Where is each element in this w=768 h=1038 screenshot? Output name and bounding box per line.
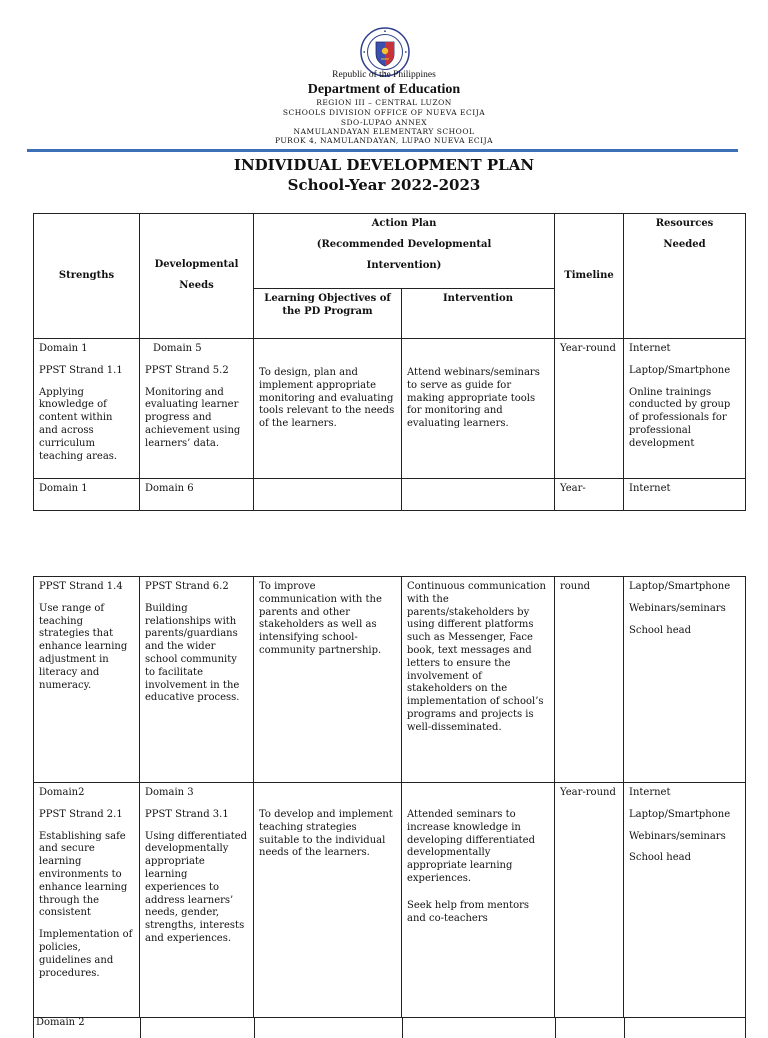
header-resources-needed: Resources Needed (624, 214, 746, 339)
resources-cell: Internet (624, 479, 746, 511)
objective-cell: To design, plan and implement appropriate monitoring and evaluating tools relevant to the needs of the learners. (254, 339, 402, 479)
column-divider (254, 1018, 255, 1038)
need-cell: Domain 6 (140, 479, 254, 511)
region-line: REGION III – CENTRAL LUZON (316, 98, 452, 107)
intervention-cell: Attended seminars to increase knowledge in developing differentiated developmentally appropriate learning experiences. Seek help from mentors and co-teachers (402, 783, 555, 1018)
header-timeline: Timeline (555, 214, 624, 339)
header-intervention: Intervention (402, 289, 555, 339)
timeline-cell: Year-round (555, 783, 624, 1018)
timeline-cell: round (555, 577, 624, 783)
column-divider (402, 1018, 403, 1038)
header-learning-objectives: Learning Objectives of the PD Program (254, 289, 402, 339)
school-year: School-Year 2022-2023 (287, 176, 481, 194)
address-line: PUROK 4, NAMULANDAYAN, LUPAO NUEVA ECIJA (274, 136, 494, 145)
header-row (34, 214, 746, 289)
strength-cell: Domain 2 (36, 1017, 85, 1028)
intervention-cell (402, 479, 555, 511)
objective-cell (254, 479, 402, 511)
objective-cell: To develop and implement teaching strategies suitable to the individual needs of the learners. (254, 783, 402, 1018)
timeline-cell: Year- (555, 479, 624, 511)
strength-cell: PPST Strand 1.4 Use range of teaching strategies that enhance learning adjustment in literacy and numeracy. (34, 577, 140, 783)
department-name: Department of Education (307, 82, 461, 97)
republic-label: Republic of the Philippines (332, 70, 436, 80)
table-row (34, 479, 746, 511)
resources-cell: Internet Laptop/Smartphone Online trainings conducted by group of professionals for professional development (624, 339, 746, 479)
intervention-cell: Attend webinars/seminars to serve as guide for making appropriate tools for monitoring and evaluating learners. (402, 339, 555, 479)
column-divider (140, 1018, 141, 1038)
header-divider (27, 149, 738, 152)
idp-table-page-2 (33, 576, 746, 1018)
need-cell: Domain 3 PPST Strand 3.1 Using differentiated developmentally appropriate learning experiences to address learners’ needs, gender, strengths, interests and experiences. (140, 783, 254, 1018)
header-strengths: Strengths (34, 214, 140, 339)
column-divider (745, 1018, 746, 1038)
school-line: NAMULANDAYAN ELEMENTARY SCHOOL (293, 127, 475, 136)
idp-table-page-1 (33, 213, 746, 511)
plan-title: INDIVIDUAL DEVELOPMENT PLAN (233, 156, 535, 174)
strength-cell: Domain2 PPST Strand 2.1 Establishing safe and secure learning environments to enhance learning through the consistent Implementation of policies, guidelines and procedures. (34, 783, 140, 1018)
intervention-cell: Continuous communication with the parents/stakeholders by using different platforms such as Messenger, Face book, text messages and letters to ensure the involvement of stakeholders on the implementation of school’s programs and projects is well-disseminated. (402, 577, 555, 783)
table-row (34, 577, 746, 783)
strength-cell: Domain 1 (34, 479, 140, 511)
timeline-cell: Year-round (555, 339, 624, 479)
header-developmental-needs: Developmental Needs (140, 214, 254, 339)
annex-line: SDO-LUPAO ANNEX (340, 118, 428, 127)
table-row (34, 339, 746, 479)
header-action-plan: Action Plan (Recommended Developmental Intervention) (254, 214, 555, 289)
strength-cell: Domain 1 PPST Strand 1.1 Applying knowledge of content within and across curriculum teaching areas. (34, 339, 140, 479)
need-cell: PPST Strand 6.2 Building relationships with parents/guardians and the wider school community to facilitate involvement in the educative process. (140, 577, 254, 783)
need-cell: Domain 5 PPST Strand 5.2 Monitoring and evaluating learner progress and achievement using learners’ data. (140, 339, 254, 479)
objective-cell: To improve communication with the parents and other stakeholders as well as intensifying school-community partnership. (254, 577, 402, 783)
resources-cell: Laptop/Smartphone Webinars/seminars School head (624, 577, 746, 783)
column-divider (555, 1018, 556, 1038)
table-row (34, 783, 746, 1018)
division-line: SCHOOLS DIVISION OFFICE OF NUEVA ECIJA (282, 108, 486, 117)
table-row-partial (33, 1017, 746, 1038)
resources-cell: Internet Laptop/Smartphone Webinars/seminars School head (624, 783, 746, 1018)
column-divider (624, 1018, 625, 1038)
